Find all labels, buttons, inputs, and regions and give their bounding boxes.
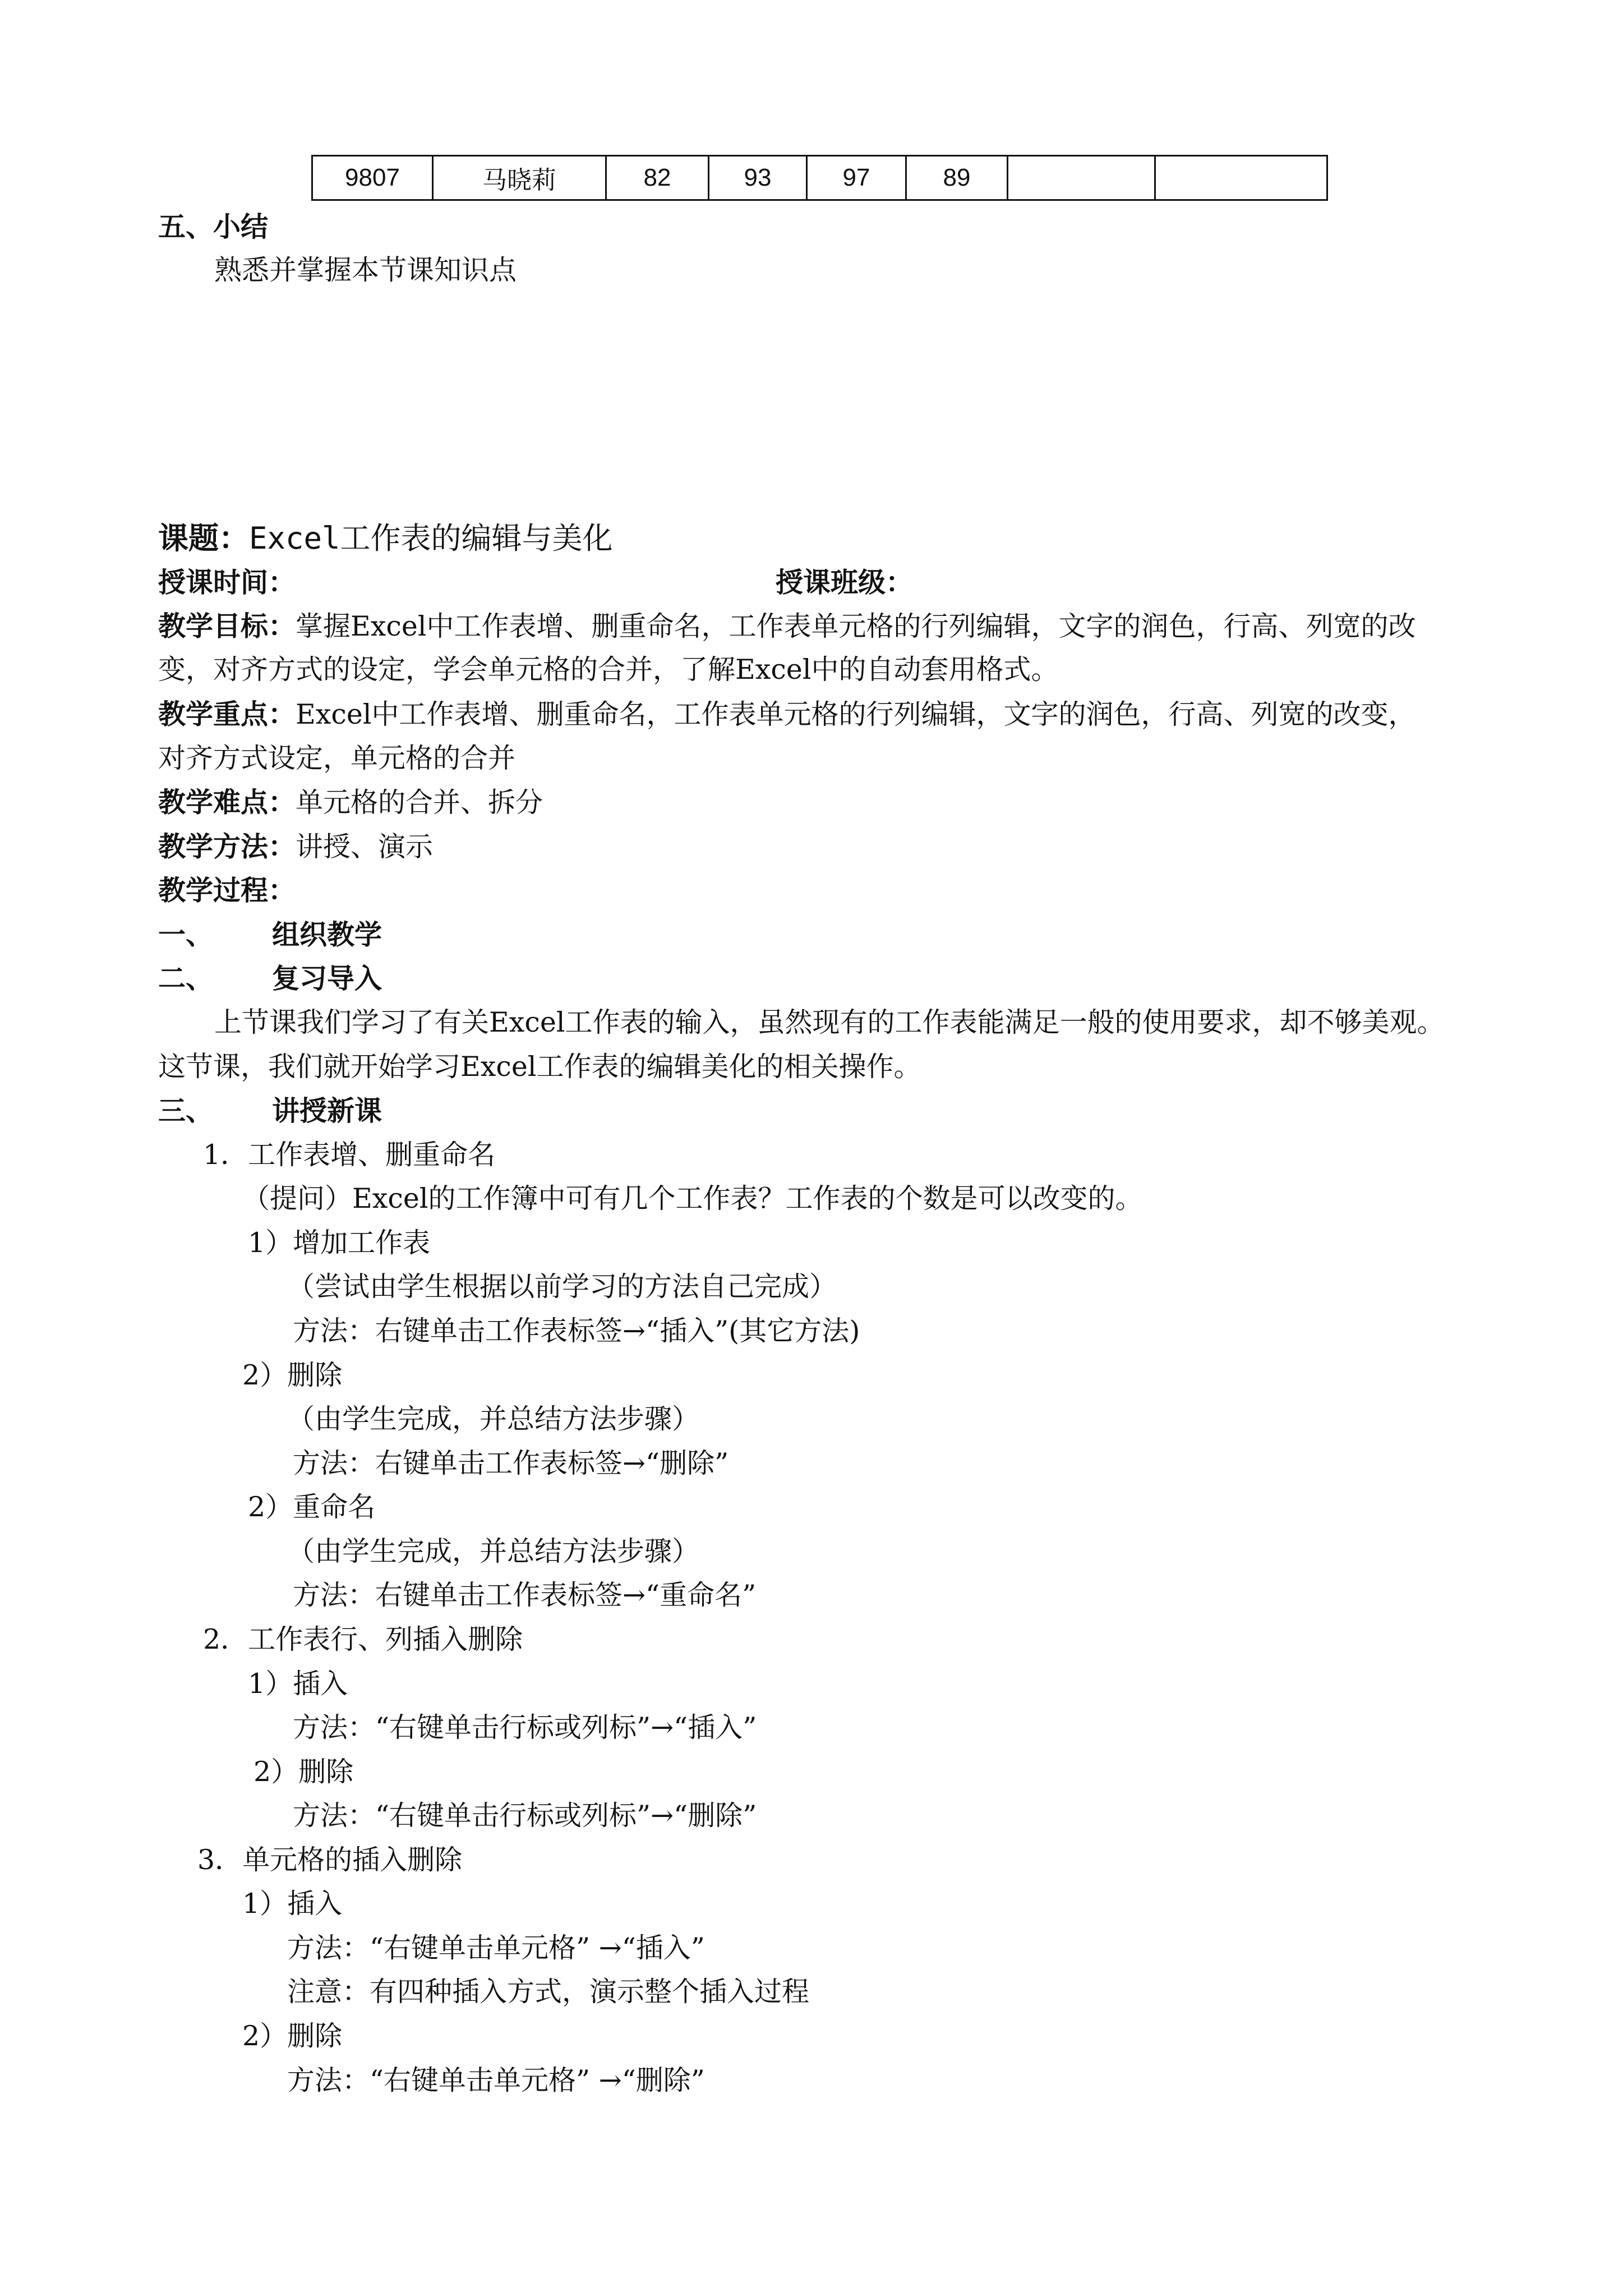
item-1-a-note: （尝试由学生根据以前学习的方法自己完成）	[287, 1271, 837, 1303]
difficult-text: 单元格的合并、拆分	[296, 786, 543, 818]
section-2-paragraph-1: 上节课我们学习了有关Excel工作表的输入，虽然现有的工作表能满足一般的使用要求，却不够美观。	[214, 1006, 1445, 1038]
item-3-heading: 3．单元格的插入删除	[197, 1844, 463, 1876]
goal-label: 教学目标：	[158, 610, 296, 642]
item-1-b-heading: 2）删除	[242, 1359, 343, 1391]
item-1-c-method: 方法：右键单击工作表标签→“重命名”	[293, 1579, 757, 1611]
table-cell: 93	[709, 156, 807, 200]
class-label: 授课班级：	[776, 566, 914, 599]
key-text: Excel中工作表增、删重命名，工作表单元格的行列编辑，文字的润色，行高、列宽的改变，	[296, 698, 1416, 730]
title-label: 课题：	[158, 520, 249, 556]
method-label: 教学方法：	[158, 830, 296, 863]
item-1-b-method: 方法：右键单击工作表标签→“删除”	[293, 1447, 729, 1479]
item-3-a-method: 方法：“右键单击单元格” →“插入”	[287, 1932, 705, 1964]
section-2-title: 复习导入	[272, 962, 382, 995]
goal-text: 掌握Excel中工作表增、删重命名，工作表单元格的行列编辑，文字的润色，行高、列宽的改	[296, 610, 1416, 642]
item-3-a-heading: 1）插入	[242, 1888, 343, 1920]
summary-text: 熟悉并掌握本节课知识点	[214, 254, 517, 286]
item-1-a-heading: 1）增加工作表	[248, 1227, 431, 1259]
method-text: 讲授、演示	[296, 831, 434, 863]
item-3-b-method: 方法：“右键单击单元格” →“删除”	[287, 2064, 705, 2096]
section-1-number: 一、	[158, 918, 214, 951]
key-label: 教学重点：	[158, 698, 296, 730]
key-line-2: 对齐方式设定，单元格的合并	[158, 742, 516, 774]
item-1-question: （提问）Excel的工作簿中可有几个工作表？工作表的个数是可以改变的。	[242, 1182, 1143, 1214]
item-1-heading: 1．工作表增、删重命名	[203, 1139, 496, 1171]
method-line	[158, 830, 433, 864]
item-1-a-method: 方法：右键单击工作表标签→“插入”(其它方法)	[293, 1315, 860, 1347]
time-label: 授课时间：	[158, 566, 296, 599]
table-cell: 82	[606, 156, 709, 200]
table-cell	[1008, 156, 1155, 200]
item-1-c-note: （由学生完成，并总结方法步骤）	[287, 1535, 700, 1567]
table-cell	[1155, 156, 1327, 200]
item-3-a-note: 注意：有四种插入方式，演示整个插入过程	[287, 1976, 810, 2008]
goal-line-1	[158, 609, 1416, 643]
section-3-number: 三、	[158, 1094, 214, 1127]
item-3-b-heading: 2）删除	[242, 2020, 343, 2052]
summary-heading: 五、小结	[158, 210, 269, 243]
section-1-title: 组织教学	[272, 918, 382, 951]
table-cell: 马晓莉	[433, 156, 606, 200]
item-2-b-method: 方法：“右键单击行标或列标”→“删除”	[293, 1800, 757, 1832]
lesson-title	[158, 519, 613, 558]
title-text: Excel工作表的编辑与美化	[249, 521, 613, 556]
process-label: 教学过程：	[158, 874, 296, 907]
section-2-number: 二、	[158, 962, 214, 995]
section-3-title: 讲授新课	[272, 1094, 382, 1127]
table-row	[312, 156, 1327, 200]
item-2-heading: 2．工作表行、列插入删除	[203, 1623, 523, 1655]
item-1-c-heading: 2）重命名	[248, 1491, 376, 1523]
item-2-a-method: 方法：“右键单击行标或列标”→“插入”	[293, 1711, 757, 1743]
table-cell: 89	[906, 156, 1008, 200]
score-table	[311, 155, 1328, 201]
key-line-1	[158, 697, 1416, 731]
item-2-b-heading: 2）删除	[253, 1756, 354, 1788]
item-1-b-note: （由学生完成，并总结方法步骤）	[287, 1403, 700, 1435]
table-cell: 97	[807, 156, 906, 200]
difficult-label: 教学难点：	[158, 786, 296, 818]
section-2-paragraph-2: 这节课，我们就开始学习Excel工作表的编辑美化的相关操作。	[158, 1051, 921, 1083]
table-cell: 9807	[312, 156, 433, 200]
item-2-a-heading: 1）插入	[248, 1668, 348, 1700]
difficult-line	[158, 785, 543, 820]
goal-line-2: 变，对齐方式的设定，学会单元格的合并，了解Excel中的自动套用格式。	[158, 654, 1059, 685]
